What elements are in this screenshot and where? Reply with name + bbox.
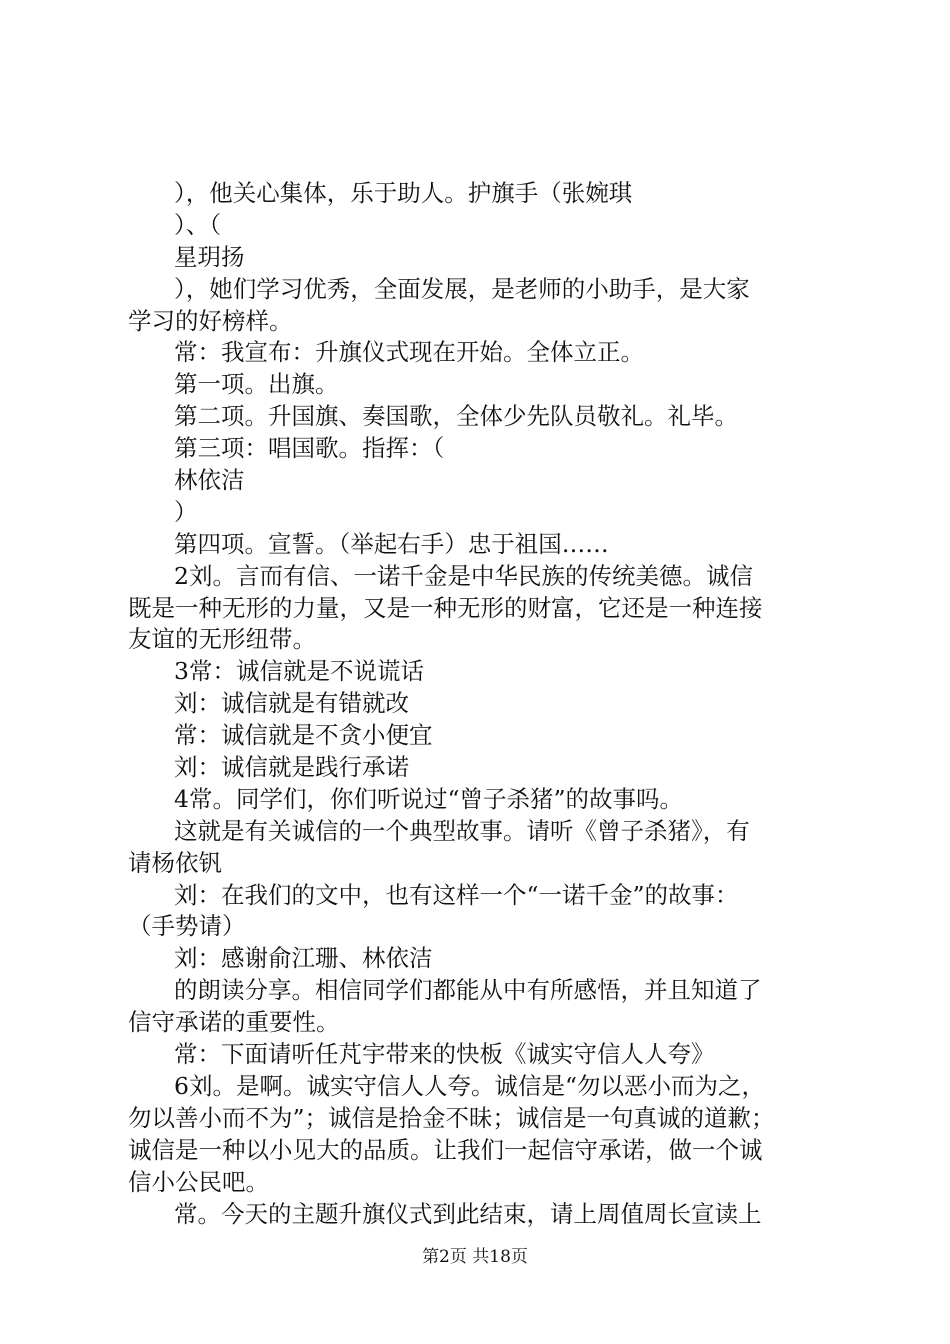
text-line: 刘：在我们的文中，也有这样一个“一诺千金”的故事： xyxy=(174,880,739,909)
text-line: ） xyxy=(174,497,198,526)
text-line: 诚信是一种以小见大的品质。让我们一起信守承诺，做一个诚 xyxy=(128,1135,763,1164)
text-line: 2刘。言而有信、一诺千金是中华民族的传统美德。诚信 xyxy=(174,561,753,590)
text-line: 勿以善小而不为”；诚信是拾金不昧；诚信是一句真诚的道歉； xyxy=(128,1103,775,1132)
text-line: 友谊的无形纽带。 xyxy=(128,625,316,654)
text-line: 请杨依钒 xyxy=(128,848,222,877)
text-line: 常：诚信就是不贪小便宜 xyxy=(174,721,433,750)
text-line: 的朗读分享。相信同学们都能从中有所感悟，并且知道了 xyxy=(174,976,762,1005)
text-line: 刘：诚信就是践行承诺 xyxy=(174,753,409,782)
text-line: 常：我宣布：升旗仪式现在开始。全体立正。 xyxy=(174,338,644,367)
text-line: 刘：感谢俞江珊、林依洁 xyxy=(174,944,433,973)
text-line: 第三项：唱国歌。指挥：（ xyxy=(174,434,445,463)
text-line: 3常：诚信就是不说谎话 xyxy=(174,657,424,686)
text-line: 第二项。升国旗、奏国歌，全体少先队员敬礼。礼毕。 xyxy=(174,402,738,431)
text-line: ），她们学习优秀，全面发展，是老师的小助手，是大家 xyxy=(174,274,750,303)
text-line: 信小公民吧。 xyxy=(128,1167,269,1196)
text-line: 既是一种无形的力量，又是一种无形的财富，它还是一种连接 xyxy=(128,593,763,622)
document-body xyxy=(128,178,844,1230)
text-line: 学习的好榜样。 xyxy=(128,306,293,335)
text-line: ）、（ xyxy=(174,210,221,239)
text-line: 林依洁 xyxy=(174,466,245,495)
text-line: 4常。同学们，你们听说过“曾子杀猪”的故事吗。 xyxy=(174,784,683,813)
text-line: （手势请） xyxy=(128,912,246,941)
text-line: 这就是有关诚信的一个典型故事。请听《曾子杀猪》，有 xyxy=(174,816,750,845)
text-line: 常：下面请听任芃宇带来的快板《诚实守信人人夸》 xyxy=(174,1040,715,1069)
text-line: 常。今天的主题升旗仪式到此结束，请上周值周长宣读上 xyxy=(174,1199,762,1228)
text-line: 第一项。出旗。 xyxy=(174,370,339,399)
page-footer: 第2页 共18页 xyxy=(422,1247,528,1267)
text-line: 星玥扬 xyxy=(174,242,245,271)
text-line: 信守承诺的重要性。 xyxy=(128,1008,340,1037)
text-line: 第四项。宣誓。（举起右手）忠于祖国…… xyxy=(174,529,609,558)
text-line: 6刘。是啊。诚实守信人人夸。诚信是“勿以恶小而为之， xyxy=(174,1071,765,1100)
text-line: 刘：诚信就是有错就改 xyxy=(174,689,409,718)
text-line: ），他关心集体，乐于助人。护旗手（张婉琪 xyxy=(174,179,633,207)
